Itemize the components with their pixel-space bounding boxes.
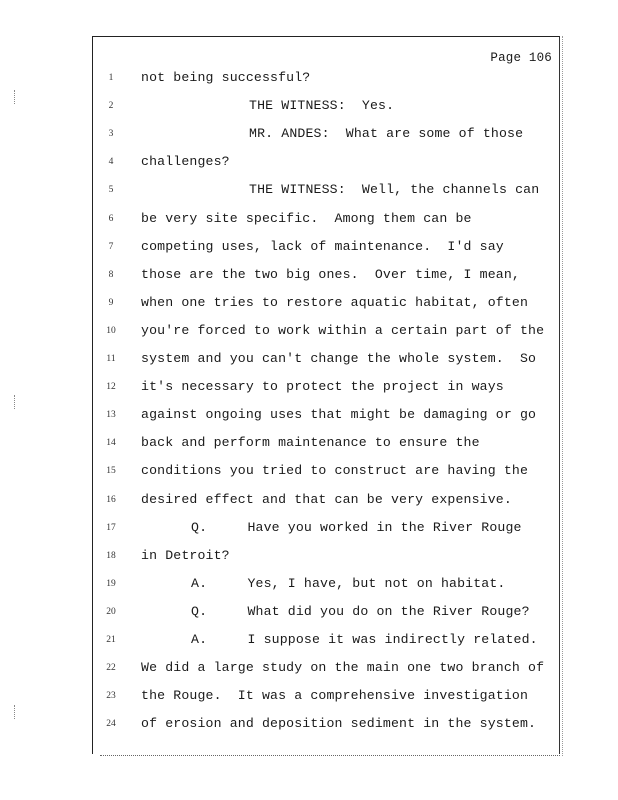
transcript-line [0,323,618,343]
transcript-line [0,463,618,483]
line-text: desired effect and that can be very expensive. [141,491,512,507]
line-text: A. I suppose it was indirectly related. [191,632,538,647]
transcript-line [0,379,618,399]
line-text: We did a large study on the main one two branch of [141,660,545,676]
line-number: 10 [106,325,116,336]
line-number: 8 [108,269,114,280]
line-number: 2 [108,101,114,112]
line-number: 3 [108,129,114,140]
transcript-line [0,98,618,118]
line-text: Q. What did you do on the River Rouge? [191,603,530,619]
transcript-line [0,632,618,652]
line-text: of erosion and deposition sediment in the system. [141,716,537,732]
line-text: the Rouge. It was a comprehensive investigation [141,688,529,704]
transcript-line [0,716,618,736]
line-text: those are the two big ones. Over time, I mean, [141,266,520,282]
line-text: MR. ANDES: What are some of those [249,126,524,142]
line-text: conditions you tried to construct are having the [141,463,529,479]
line-number: 21 [106,635,116,645]
line-number: 20 [106,606,116,617]
line-number: 12 [106,382,116,393]
page-number: Page 106 [490,51,552,65]
line-number: 5 [108,185,114,196]
transcript-line [0,70,618,90]
transcript-line [0,548,618,568]
line-number: 19 [106,578,116,589]
line-text: not being successful? [141,70,311,85]
transcript-line [0,295,618,315]
line-text: competing uses, lack of maintenance. I'd say [141,238,504,254]
line-text: in Detroit? [141,547,230,563]
transcript-line [0,688,618,708]
transcript-line [0,211,618,231]
bottom-rule [100,755,560,756]
line-text: THE WITNESS: Well, the channels can [249,182,540,198]
transcript-line [0,182,618,202]
transcript-line [0,126,618,146]
line-text: THE WITNESS: Yes. [249,98,395,114]
line-text: back and perform maintenance to ensure the [141,435,480,451]
transcript-line [0,435,618,455]
transcript-line [0,239,618,259]
transcript-line [0,267,618,287]
line-number: 17 [106,522,116,533]
line-text: challenges? [141,154,230,170]
line-number: 7 [108,241,114,252]
line-number: 4 [108,157,114,168]
line-text: when one tries to restore aquatic habitat, often [141,294,529,310]
line-text: it's necessary to protect the project in ways [141,379,504,395]
line-number: 18 [106,550,116,561]
line-number: 13 [106,410,116,421]
transcript-line [0,660,618,680]
transcript-line [0,154,618,174]
line-text: system and you can't change the whole system. So [141,351,537,366]
transcript-line [0,604,618,624]
line-text: against ongoing uses that might be damaging or go [141,407,537,423]
line-number: 11 [106,354,116,364]
line-number: 6 [108,213,114,224]
line-number: 15 [106,466,116,477]
transcript-line [0,576,618,596]
transcript-line [0,407,618,427]
transcript-line [0,520,618,540]
line-number: 24 [106,719,116,730]
line-text: be very site specific. Among them can be [141,210,472,226]
line-text: Q. Have you worked in the River Rouge [191,519,522,535]
line-number: 9 [108,297,114,308]
line-number: 22 [106,663,116,674]
line-number: 14 [106,438,116,449]
line-text: you're forced to work within a certain part of the [141,322,545,338]
line-text: A. Yes, I have, but not on habitat. [191,575,506,591]
line-number: 16 [106,494,116,505]
line-number: 23 [106,691,116,702]
transcript-line [0,492,618,512]
line-number: 1 [108,73,114,83]
transcript-line [0,351,618,371]
